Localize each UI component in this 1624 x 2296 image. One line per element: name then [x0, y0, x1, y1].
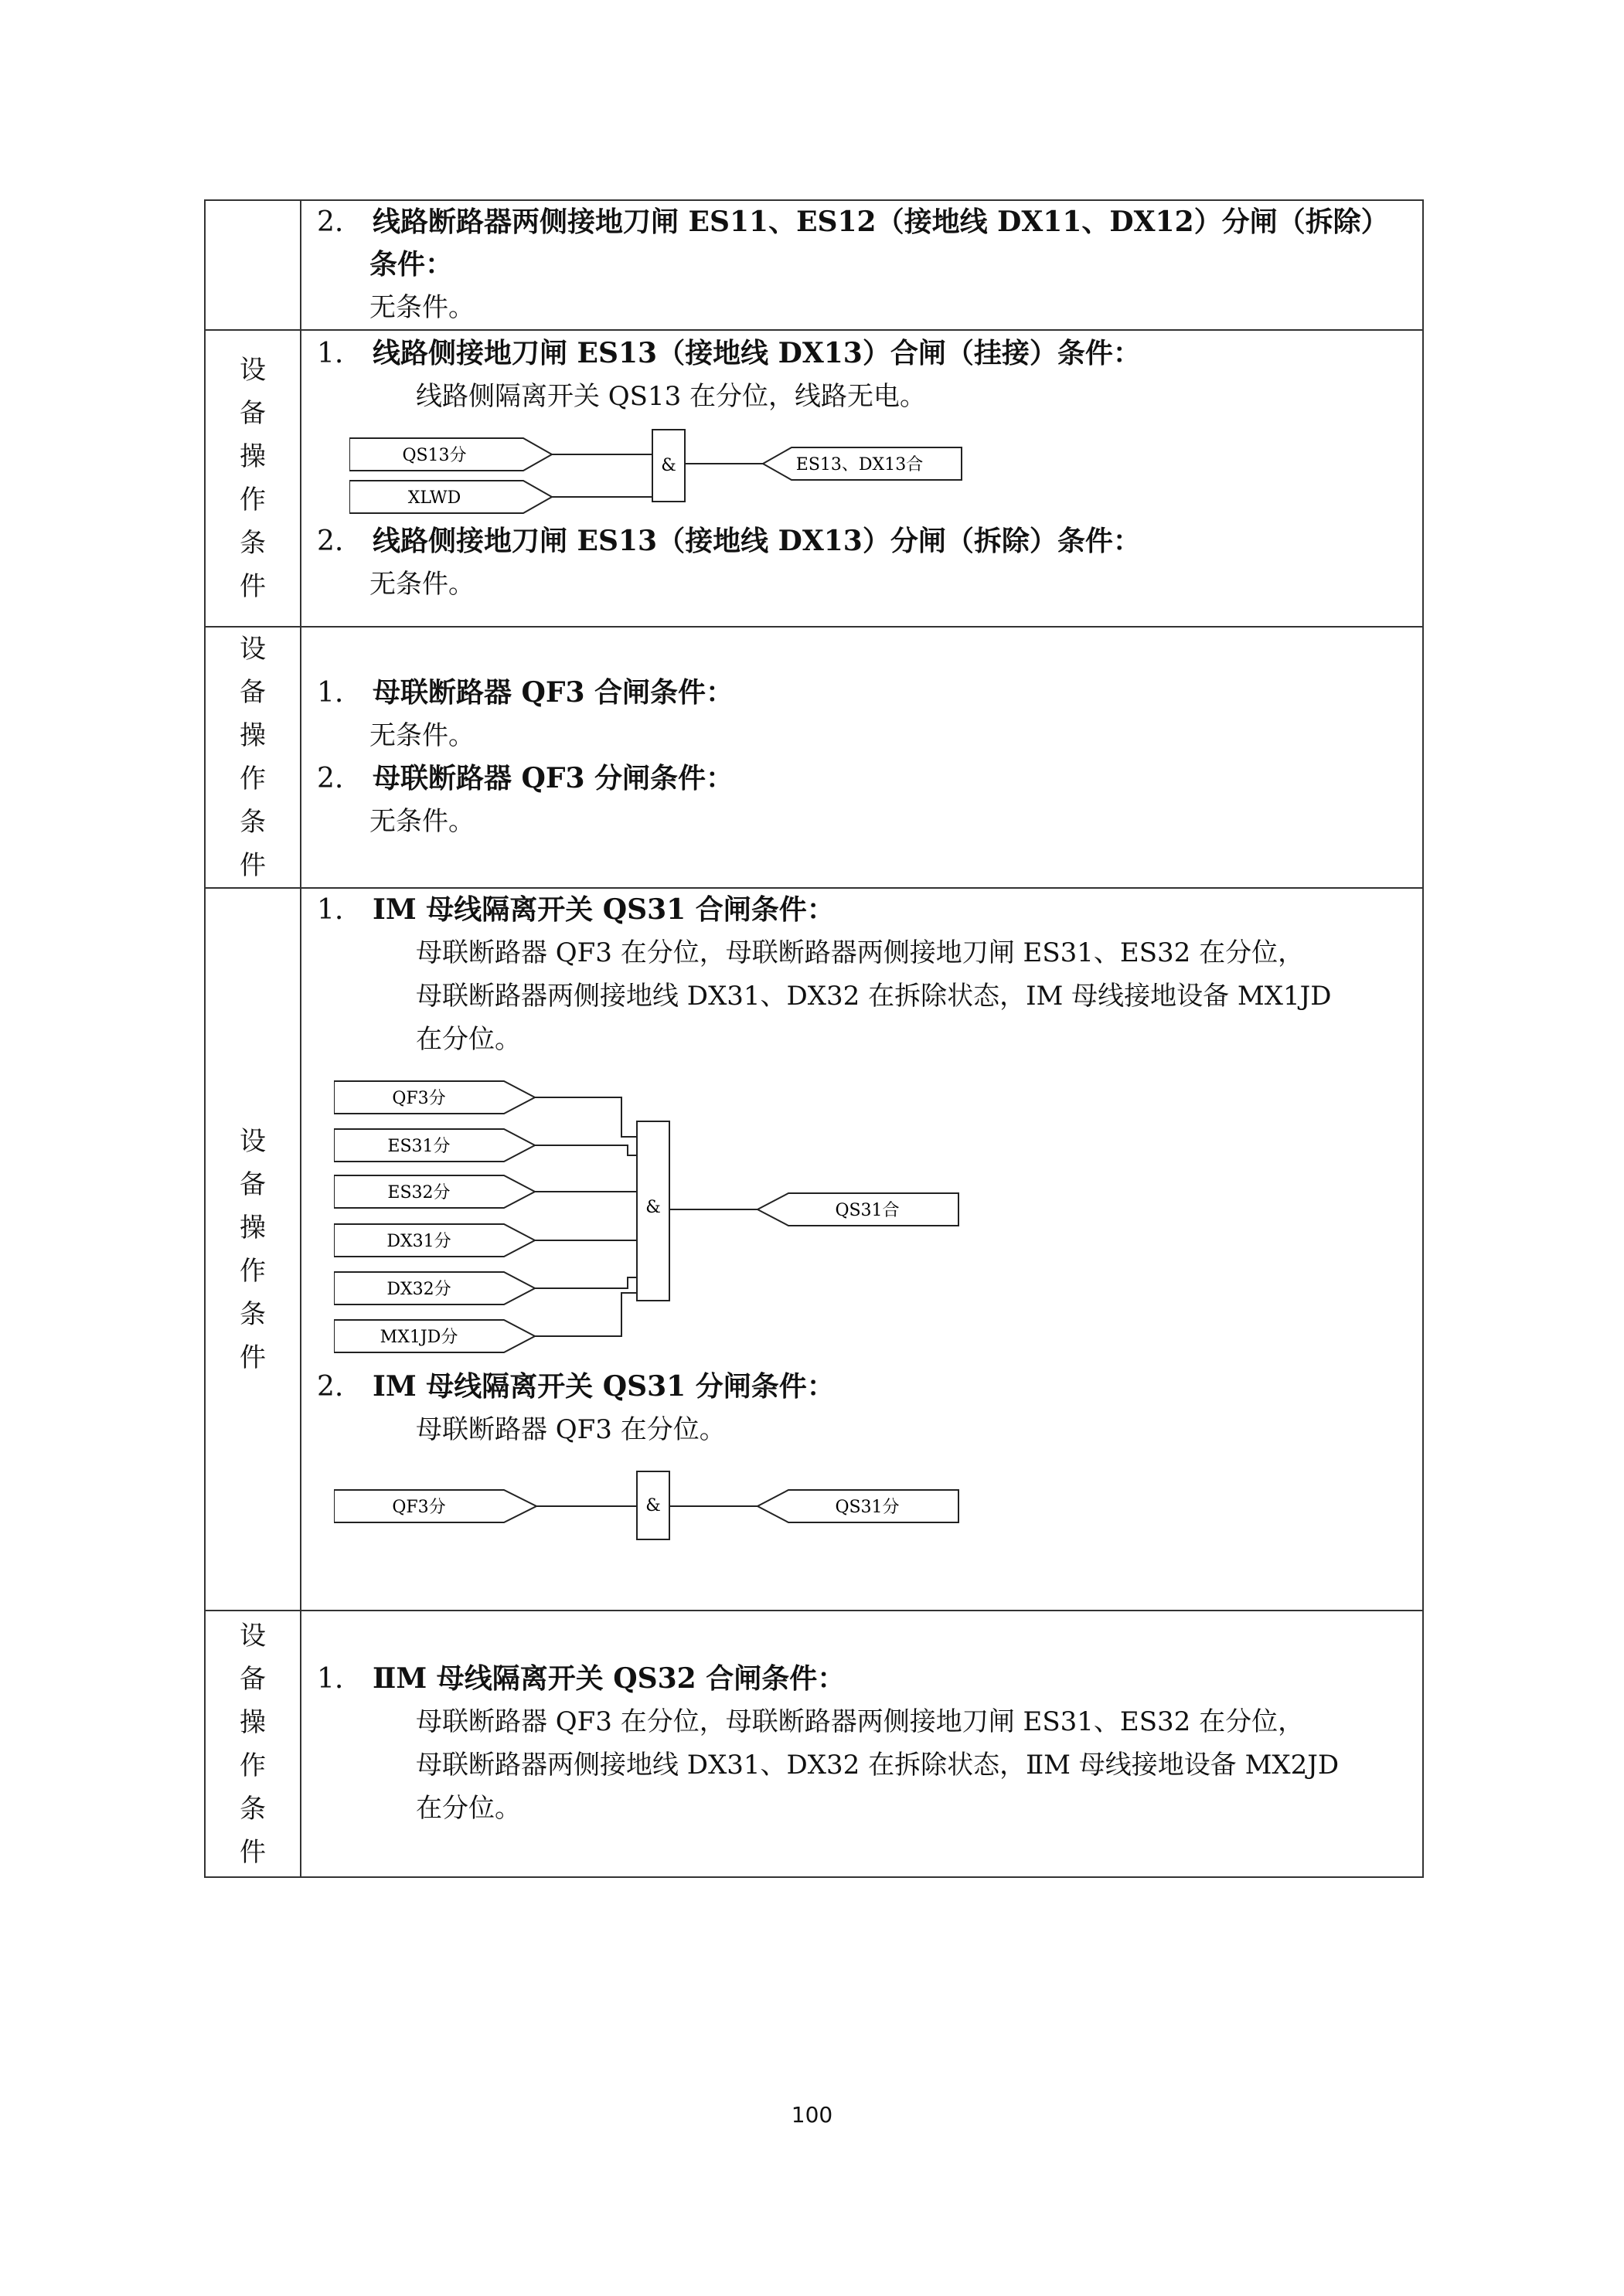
input-label: QS13分 [402, 446, 467, 465]
logic-diagram [349, 423, 983, 519]
row-label-char: 设 [240, 1125, 266, 1157]
gate-symbol: & [645, 1198, 661, 1217]
input-label: DX32分 [386, 1280, 451, 1299]
table-row [205, 200, 1423, 330]
row-label [206, 628, 300, 887]
item-description: 母联断路器两侧接地线 DX31、DX32 在拆除状态，ⅡM 母线接地设备 MX2JD [416, 1750, 1340, 1781]
table-row [205, 888, 1423, 1611]
row-label-cell [205, 200, 301, 330]
row-label-char: 条 [240, 807, 266, 838]
connector-line [535, 1097, 637, 1137]
input-label: XLWD [407, 488, 461, 508]
row-content-cell [301, 200, 1423, 330]
row-label-char: 操 [240, 441, 266, 472]
table-row [205, 330, 1423, 627]
connector-line [535, 1277, 637, 1288]
item-description: 母联断路器 QF3 在分位，母联断路器两侧接地刀闸 ES31、ES32 在分位， [416, 1706, 1305, 1737]
row-label-char: 作 [240, 764, 266, 794]
row-label-char: 件 [240, 850, 266, 881]
row-label-cell [205, 330, 301, 627]
row-label-char: 设 [240, 1620, 266, 1651]
input-label: QF3分 [392, 1089, 446, 1108]
logic-diagram [334, 1467, 999, 1544]
row-label-char: 件 [240, 1836, 266, 1868]
item-heading: 2. 线路侧接地刀闸 ES13（接地线 DX13）分闸（拆除）条件： [317, 525, 1141, 557]
output-label: ES13、DX13合 [795, 455, 924, 475]
row-content-cell [301, 888, 1423, 1611]
input-label: ES31分 [387, 1137, 451, 1156]
row-label-char: 设 [240, 355, 266, 386]
item-heading: 1. 线路侧接地刀闸 ES13（接地线 DX13）合闸（挂接）条件： [317, 337, 1141, 369]
row-label-char: 备 [240, 1168, 266, 1200]
row-label-char: 操 [240, 1706, 266, 1738]
item-description: 无条件。 [369, 720, 475, 751]
row-label [206, 1614, 300, 1874]
input-label: MX1JD分 [380, 1328, 458, 1347]
item-description: 无条件。 [369, 292, 475, 323]
row-label-char: 作 [240, 1255, 266, 1287]
row-label [206, 349, 300, 608]
item-heading: 2. 母联断路器 QF3 分闸条件： [317, 762, 734, 794]
row-label-char: 件 [240, 1342, 266, 1373]
output-label: QS31合 [835, 1201, 900, 1220]
row-label-char: 备 [240, 677, 266, 708]
input-label: QF3分 [392, 1498, 446, 1517]
logic-diagram [334, 1070, 999, 1364]
row-label-char: 作 [240, 485, 266, 515]
item-description: 在分位。 [416, 1793, 521, 1824]
item-description: 母联断路器 QF3 在分位，母联断路器两侧接地刀闸 ES31、ES32 在分位， [416, 937, 1305, 968]
gate-symbol: & [661, 456, 676, 475]
row-content-cell [301, 1611, 1423, 1877]
item-heading: 1. 母联断路器 QF3 合闸条件： [317, 676, 734, 709]
row-label-char: 备 [240, 398, 266, 429]
item-heading: 2. 线路断路器两侧接地刀闸 ES11、ES12（接地线 DX11、DX12）分闸（拆除） [317, 206, 1389, 238]
item-heading: 1. ⅠM 母线隔离开关 QS31 合闸条件： [317, 893, 835, 926]
output-label: QS31分 [835, 1498, 900, 1517]
input-label: ES32分 [387, 1183, 451, 1202]
row-label-cell [205, 888, 301, 1611]
row-label-cell [205, 1611, 301, 1877]
item-description: 母联断路器两侧接地线 DX31、DX32 在拆除状态，ⅠM 母线接地设备 MX1JD [416, 981, 1332, 1012]
page-number: 100 [791, 2102, 833, 2128]
row-content-cell [301, 330, 1423, 627]
table-row [205, 627, 1423, 888]
row-label-char: 作 [240, 1750, 266, 1781]
row-label-char: 操 [240, 720, 266, 751]
connector-line [535, 1293, 637, 1336]
row-label-char: 条 [240, 1793, 266, 1825]
row-label-char: 条 [240, 528, 266, 559]
row-label-char: 条 [240, 1298, 266, 1330]
item-description: 无条件。 [369, 569, 475, 600]
item-description: 在分位。 [416, 1024, 521, 1055]
item-heading: 2. ⅠM 母线隔离开关 QS31 分闸条件： [317, 1370, 835, 1403]
item-description: 无条件。 [369, 806, 475, 837]
input-label: DX31分 [386, 1232, 451, 1251]
item-description: 线路侧隔离开关 QS13 在分位，线路无电。 [416, 381, 927, 412]
row-content-cell [301, 627, 1423, 888]
operation-conditions-table [204, 199, 1424, 1878]
item-heading: 1. ⅡM 母线隔离开关 QS32 合闸条件： [317, 1662, 846, 1695]
connector-line [535, 1145, 637, 1155]
item-description: 母联断路器 QF3 在分位。 [416, 1414, 726, 1445]
row-label-char: 备 [240, 1663, 266, 1695]
gate-symbol: & [645, 1496, 661, 1515]
row-label-char: 件 [240, 571, 266, 602]
row-label [206, 1120, 300, 1379]
row-label-cell [205, 627, 301, 888]
row-label-char: 设 [240, 634, 266, 665]
row-label-char: 操 [240, 1212, 266, 1243]
item-heading-continued: 条件： [369, 248, 454, 281]
table-row [205, 1611, 1423, 1877]
